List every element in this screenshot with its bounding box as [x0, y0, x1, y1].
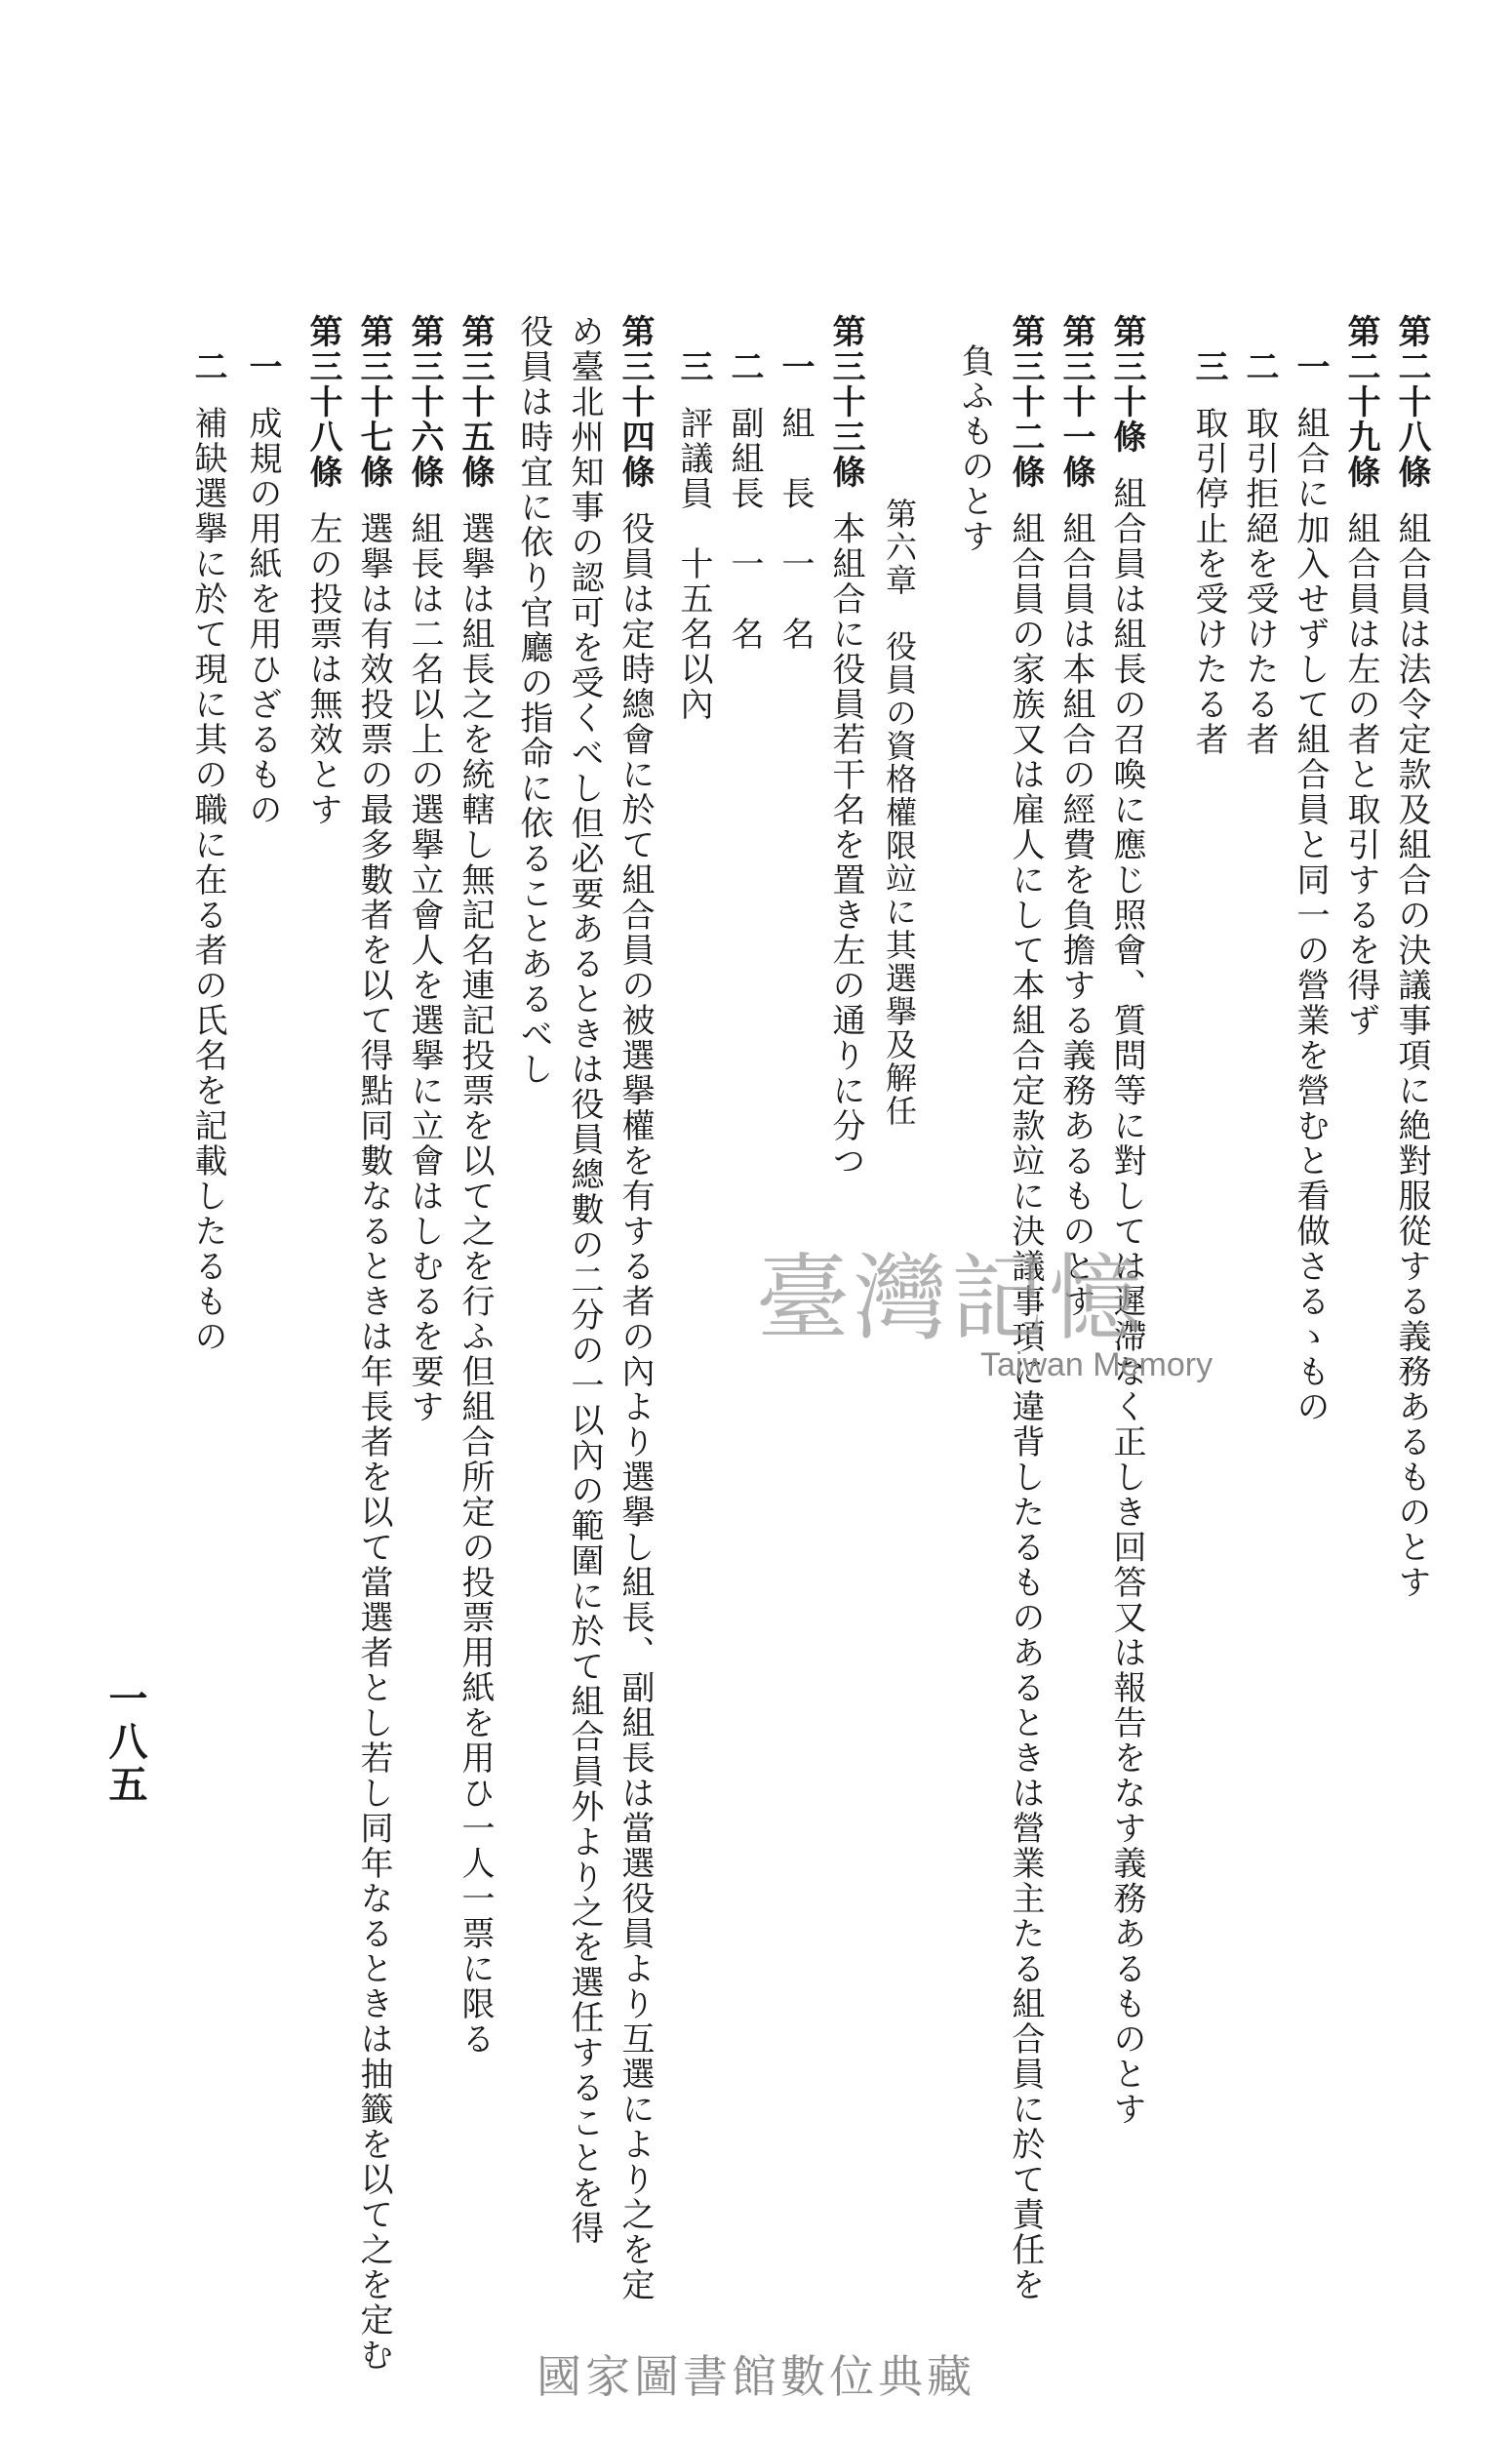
article-text: 組合員は組長の召喚に應じ照會、質問等に對しては遲滯なく正しき回答又は報告をなす義務あるものとす [1107, 476, 1146, 2127]
chapter-title: 第六章 役員の資格權限竝に其選擧及解任 [881, 498, 918, 1128]
article-33 [826, 314, 865, 1179]
article-heading: 第三十七條 [354, 314, 393, 490]
article-29 [1341, 314, 1380, 1038]
article-text: め臺北州知事の認可を受くべし但必要あるときは役員總數の二分の一以內の範圍に於て組合員外より之を選任することを得 [565, 314, 604, 2246]
article-heading: 第三十四條 [616, 314, 655, 490]
chapter-heading [881, 498, 918, 1128]
footer-caption: 國家圖書館數位典藏 [537, 2350, 975, 2403]
article-34-continued [565, 314, 604, 2246]
article-text: 選擧は組長之を統轄し無記名連記投票を以て之を行ふ但組合所定の投票用紙を用ひ一人一票に限る [456, 511, 495, 2057]
item-text: 組合に加入せずして組合員と同一の營業を營むと看做さるゝもの [1291, 406, 1330, 1424]
item-number: 一 [776, 349, 815, 384]
article-text: 組合員は左の者と取引するを得ず [1341, 511, 1380, 1038]
article-heading: 第三十三條 [826, 314, 865, 490]
article-35 [456, 314, 495, 2057]
article-text: 負ふものとす [955, 343, 994, 554]
watermark-logo: 臺灣記憶 [756, 1244, 1146, 1353]
item-number: 二 [725, 349, 764, 384]
item-text: 取引拒絕を受けたる者 [1240, 406, 1279, 757]
item-text: 成規の用紙を用ひざるもの [243, 406, 282, 827]
article-heading: 第二十八條 [1392, 314, 1431, 490]
item-number: 三 [1189, 349, 1228, 384]
article-heading: 第三十五條 [456, 314, 495, 490]
item-number: 一 [243, 349, 282, 384]
list-item [674, 349, 713, 722]
article-31 [1056, 314, 1095, 1319]
list-item [725, 349, 764, 652]
list-item [1189, 349, 1228, 757]
article-text: 組長は二名以上の選擧立會人を選擧に立會はしむるを要す [405, 511, 444, 1424]
article-36 [405, 314, 444, 1424]
item-number: 一 [1291, 349, 1330, 384]
article-text: 役員は定時總會に於て組合員の被選擧權を有する者の內より選擧し組長、副組長は當選役員より互選により之を定 [616, 511, 655, 2302]
article-text: 選擧は有效投票の最多數者を以て得點同數なるときは年長者を以て當選者とし若し同年なるときは抽籤を以て之を定む [354, 511, 393, 2373]
article-38 [303, 314, 342, 827]
article-text: 左の投票は無效とす [303, 511, 342, 827]
list-item [776, 349, 815, 652]
article-28 [1392, 314, 1431, 1600]
list-item [188, 349, 227, 1354]
article-heading: 第三十六條 [405, 314, 444, 490]
item-text: 評議員 十五名以內 [674, 406, 713, 722]
article-text: 組合員は本組合の經費を負擔する義務あるものとす [1056, 511, 1095, 1319]
article-34-continued [514, 314, 553, 1087]
item-text: 補缺選擧に於て現に其の職に在る者の氏名を記載したるもの [188, 406, 227, 1354]
article-37 [354, 314, 393, 2373]
list-item [1291, 349, 1330, 1424]
article-text: 組合員の家族又は雇人にして本組合定款竝に決議事項に違背したるものあるときは營業主たる組合員に於て責任を [1006, 511, 1045, 2302]
item-number: 二 [188, 349, 227, 384]
item-number: 二 [1240, 349, 1279, 384]
item-text: 副組長 一 名 [725, 406, 764, 652]
list-item [243, 349, 282, 827]
list-item [1240, 349, 1279, 757]
article-heading: 第三十條 [1107, 314, 1146, 455]
article-30 [1107, 314, 1146, 2127]
item-text: 取引停止を受けたる者 [1189, 406, 1228, 757]
watermark-subtext: Taiwan Memory [980, 1346, 1214, 1383]
article-34 [616, 314, 655, 2302]
article-32-continued [955, 343, 994, 554]
article-text: 組合員は法令定款及組合の決議事項に絶對服從する義務あるものとす [1392, 511, 1431, 1600]
page-number: 一八五 [102, 1678, 148, 1807]
article-text: 本組合に役員若干名を置き左の通りに分つ [826, 511, 865, 1179]
article-text: 役員は時宜に依り官廳の指命に依ることあるべし [514, 314, 553, 1087]
article-heading: 第二十九條 [1341, 314, 1380, 490]
item-number: 三 [674, 349, 713, 384]
article-heading: 第三十八條 [303, 314, 342, 490]
article-heading: 第三十一條 [1056, 314, 1095, 490]
item-text: 組 長 一 名 [776, 406, 815, 652]
article-heading: 第三十二條 [1006, 314, 1045, 490]
